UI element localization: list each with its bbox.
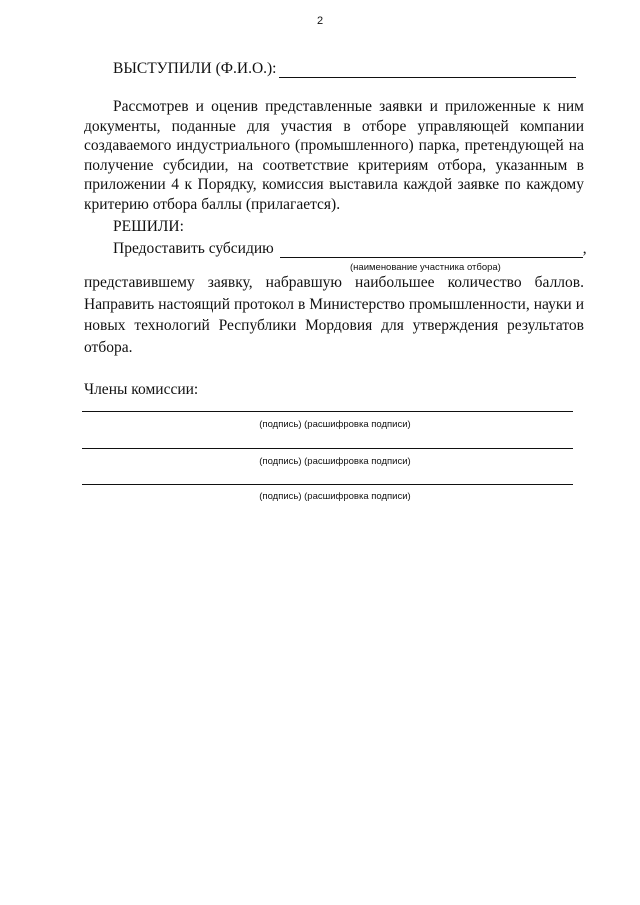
members-title: Члены комиссии: bbox=[84, 381, 199, 398]
subsidy-comma: , bbox=[582, 240, 587, 257]
signature-line bbox=[82, 448, 573, 449]
speakers-label: ВЫСТУПИЛИ (Ф.И.О.): bbox=[113, 60, 277, 77]
participant-caption: (наименование участника отбора) bbox=[350, 262, 501, 273]
subsidy-fill-line bbox=[280, 241, 583, 258]
decision-paragraph: представившему заявку, набравшую наибольшее количество баллов. Направить настоящий протокол в Министерство промышленности, науки и новых технологий Республики Мордовия для утверждения результатов отбора. bbox=[84, 274, 584, 356]
subsidy-row bbox=[113, 240, 587, 258]
speakers-row bbox=[113, 60, 576, 78]
decision-title: РЕШИЛИ: bbox=[113, 218, 184, 235]
signature-caption: (подпись) (расшифровка подписи) bbox=[259, 491, 411, 502]
page-number: 2 bbox=[316, 15, 324, 27]
signature-line bbox=[82, 484, 573, 485]
signature-caption: (подпись) (расшифровка подписи) bbox=[259, 419, 411, 430]
main-paragraph: Рассмотрев и оценив представленные заявки и приложенные к ним документы, поданные для участия в отборе управляющей компании создаваемого индустриального (промышленного) парка, претендующей на получение субсидии, на соответствие критериям отбора, указанным в приложении 4 к Порядку, комиссия выставила каждой заявке по каждому критерию отбора баллы (прилагается). bbox=[84, 98, 584, 213]
signature-caption: (подпись) (расшифровка подписи) bbox=[259, 456, 411, 467]
subsidy-label: Предоставить субсидию bbox=[113, 240, 274, 257]
speakers-fill-line bbox=[279, 61, 576, 78]
signature-line bbox=[82, 411, 573, 412]
